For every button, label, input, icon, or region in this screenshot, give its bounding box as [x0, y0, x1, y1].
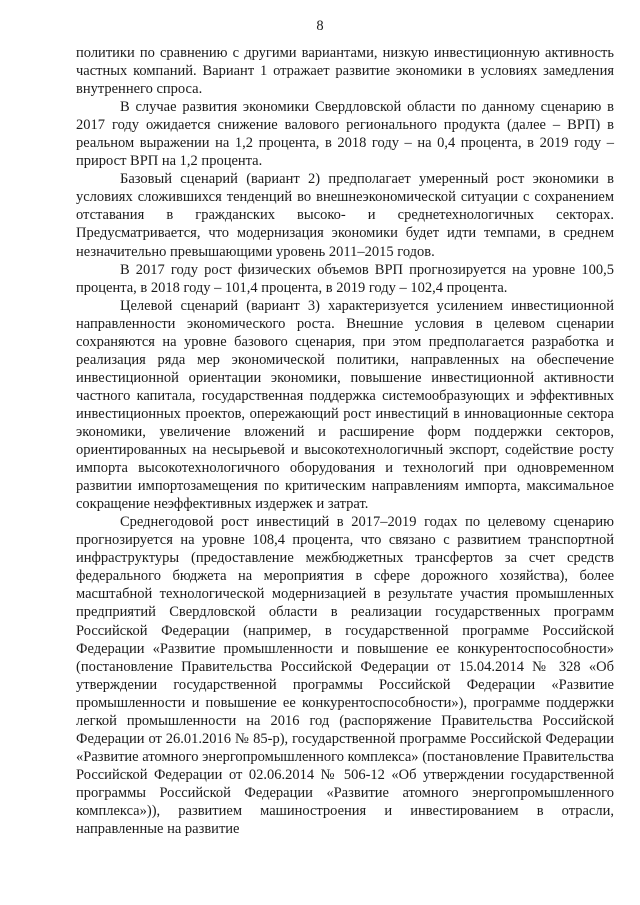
paragraph-base-forecast: В 2017 году рост физических объемов ВРП прогнозируется на уровне 100,5 процента, в 2018 году – 101,4 процента, в 2019 году – 102,4 процента.	[76, 261, 614, 296]
paragraph-base-scenario: Базовый сценарий (вариант 2) предполагает умеренный рост экономики в условиях сложившихся тенденций во внешнеэкономической ситуации с сохранением отставания в гражданских высоко- и среднетехнологичных секторах. Предусматривается, что модернизация экономики будет идти темпами, в среднем незначительно превышающими уровень 2011–2015 годов.	[76, 171, 614, 260]
document-body	[76, 44, 614, 838]
paragraph-scenario-1: В случае развития экономики Свердловской области по данному сценарию в 2017 году ожидается снижение валового регионального продукта (далее – ВРП) в реальном выражении на 1,2 процента, в 2018 году – на 0,4 процента, в 2019 году – прирост ВРП на 1,2 процента.	[76, 99, 614, 170]
paragraph-continuation: политики по сравнению с другими вариантами, низкую инвестиционную активность частных компаний. Вариант 1 отражает развитие экономики в условиях замедления внутреннего спроса.	[76, 45, 614, 98]
page-number: 8	[316, 18, 324, 34]
paragraph-investment-growth: Среднегодовой рост инвестиций в 2017–2019 годах по целевому сценарию прогнозируется на уровне 108,4 процента, что связано с развитием транспортной инфраструктуры (предоставление межбюджетных трансфертов за счет средств федерального бюджета на мероприятия в сфере дорожного хозяйства), более масштабной технологической модернизацией в результате участия промышленных предприятий Свердловской области в реализации государственных программ Российской Федерации (например, в государственной программе Российской Федерации «Развитие промышленности и повышение ее конкурентоспособности» (постановление Правительства Российской Федерации от 15.04.2014 № 328 «Об утверждении государственной программы Российской Федерации «Развитие промышленности и повышение ее конкурентоспособности»), программе поддержки легкой промышленности на 2016 год (распоряжение Правительства Российской Федерации от 26.01.2016 № 85-р), государственной программе Российской Федерации «Развитие атомного энергопромышленного комплекса» (постановление Правительства Российской Федерации от 02.06.2014 № 506-12 «Об утверждении государственной программы Российской Федерации «Развитие атомного энергопромышленного комплекса»)), развитием машиностроения и инвестированием в отрасли, направленные на развитие	[76, 514, 614, 838]
paragraph-target-scenario: Целевой сценарий (вариант 3) характеризуется усилением инвестиционной направленности экономического роста. Внешние условия в целевом сценарии сохраняются на уровне базового сценария, при этом предполагается разработка и реализация ряда мер экономической политики, направленных на обеспечение инвестиционной ориентации экономики, повышение инвестиционной активности частного капитала, государственная поддержка системообразующих и эффективных инвестиционных проектов, опережающий рост инвестиций в инновационные сектора экономики, увеличение вложений и расширение форм поддержки секторов, ориентированных на несырьевой и высокотехнологичный экспорт, содействие росту импорта высокотехнологичного оборудования и технологий при одновременном развитии импортозамещения по критическим направлениям импорта, максимальное сокращение неэффективных издержек и затрат.	[76, 297, 614, 513]
